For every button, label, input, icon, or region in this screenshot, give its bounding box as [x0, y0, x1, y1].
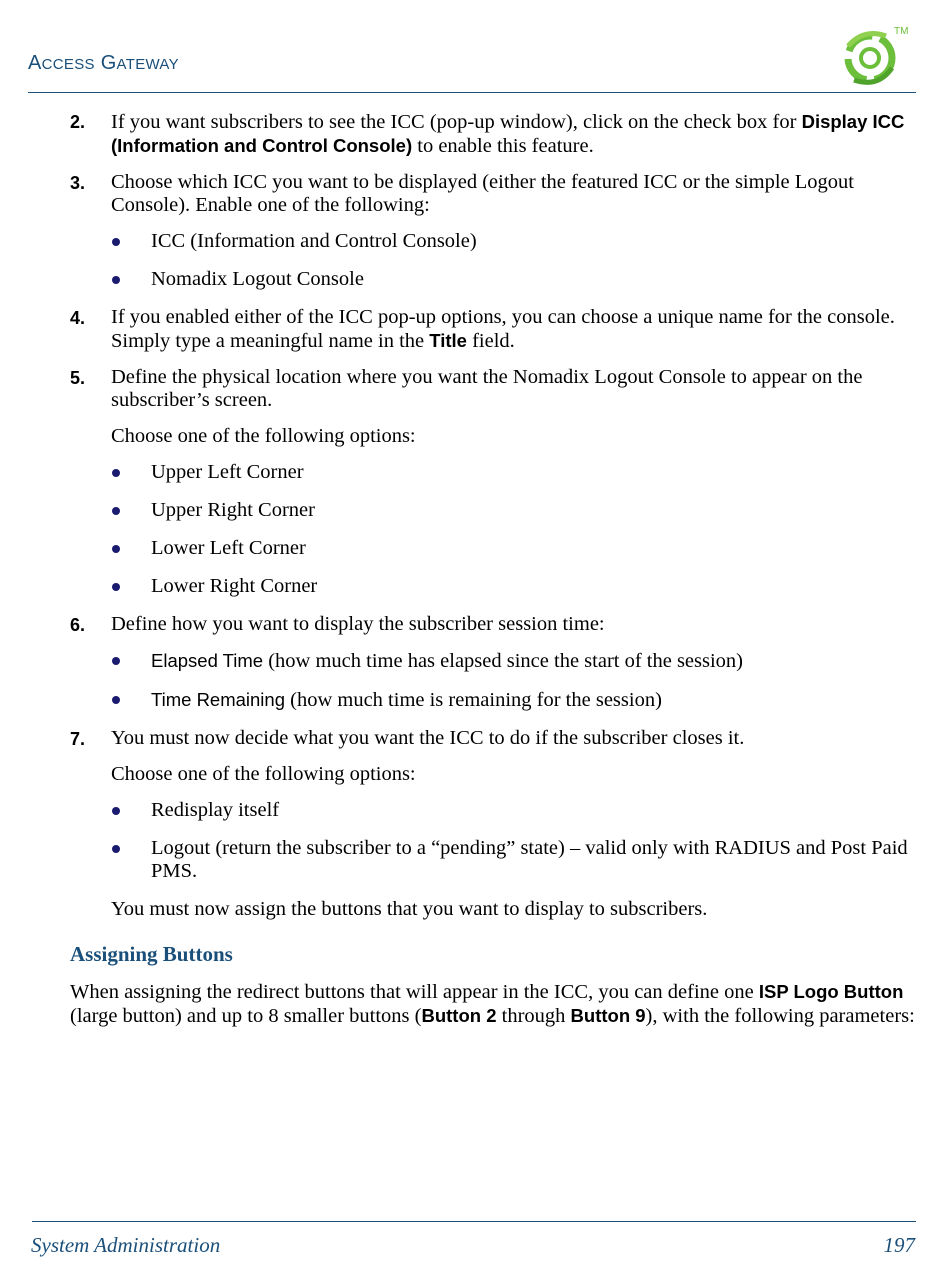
bullet-icon — [112, 696, 120, 704]
step-number: 4. — [70, 308, 86, 328]
step-6 — [70, 613, 915, 636]
step-paragraph: Choose one of the following options: — [111, 763, 416, 785]
header-rest-g: ATEWAY — [116, 56, 179, 73]
list-item — [70, 688, 915, 712]
bullet-icon — [112, 507, 120, 515]
page-number: 197 — [883, 1233, 915, 1257]
bullet-text: Lower Right Corner — [151, 575, 318, 597]
page-body — [70, 110, 915, 1028]
ui-term: Title — [429, 330, 467, 351]
list-item — [70, 799, 915, 822]
step-3 — [70, 171, 915, 217]
step-5 — [70, 366, 915, 412]
step-text: Define the physical location where you want the Nomadix Logout Console to appear on the subscriber’s screen. — [111, 366, 863, 411]
bullet-text: Lower Left Corner — [151, 537, 306, 559]
section-text: (large button) and up to 8 smaller buttons ( — [70, 1005, 422, 1027]
section-text: ), with the following parameters: — [645, 1005, 915, 1027]
list-item — [70, 268, 915, 291]
step-text: If you enabled either of the ICC pop-up options, you can choose a unique name for the console. Simply type a meaningful name in the — [111, 306, 895, 352]
bullet-text: (how much time has elapsed since the start of the session) — [263, 650, 744, 672]
step-number: 7. — [70, 729, 86, 749]
bullet-icon — [112, 545, 120, 553]
list-item — [70, 499, 915, 522]
ui-term: Elapsed Time — [151, 650, 264, 671]
header-cap-g: G — [100, 52, 117, 74]
step-number: 3. — [70, 173, 86, 193]
list-item — [70, 230, 915, 253]
bullet-text: Upper Left Corner — [151, 461, 304, 483]
list-item — [70, 649, 915, 673]
footer-section-title: System Administration — [31, 1233, 221, 1257]
step-text: You must now decide what you want the ICC to do if the subscriber closes it. — [111, 727, 745, 749]
bullet-icon — [112, 469, 120, 477]
bullet-text: ICC (Information and Control Console) — [151, 230, 477, 252]
bullet-icon — [112, 657, 120, 665]
ui-term: Display ICC (Information and Control Console) — [111, 111, 905, 156]
step-text: Choose which ICC you want to be displayed (either the featured ICC or the simple Logout Console). Enable one of the following: — [111, 171, 854, 216]
ui-term: ISP Logo Button — [758, 981, 904, 1002]
section-text: through — [496, 1005, 571, 1027]
ui-term: Time Remaining — [151, 689, 285, 710]
step-text: to enable this feature. — [412, 135, 594, 157]
bullet-icon — [112, 845, 120, 853]
step-4 — [70, 306, 915, 353]
step-paragraph: Choose one of the following options: — [111, 425, 416, 447]
bullet-text: Redisplay itself — [151, 799, 280, 821]
nomadix-logo-icon — [830, 22, 920, 88]
step-2 — [70, 110, 915, 158]
bullet-text: Upper Right Corner — [151, 499, 315, 521]
ui-term: Button 2 — [421, 1005, 497, 1026]
step-paragraph: You must now assign the buttons that you want to display to subscribers. — [111, 898, 708, 920]
bullet-text: Nomadix Logout Console — [151, 268, 364, 290]
logo-tm: TM — [894, 26, 909, 37]
bullet-icon — [112, 807, 120, 815]
footer-divider — [32, 1221, 916, 1222]
step-7 — [70, 727, 915, 750]
section-text: When assigning the redirect buttons that will appear in the ICC, you can define one — [70, 981, 759, 1003]
header-divider — [28, 92, 916, 93]
ui-term: Button 9 — [570, 1005, 646, 1026]
step-number: 2. — [70, 112, 86, 132]
bullet-icon — [112, 238, 120, 246]
step-number: 5. — [70, 368, 86, 388]
step-text: If you want subscribers to see the ICC (pop-up window), click on the check box for — [111, 111, 802, 133]
section-paragraph — [70, 980, 915, 1028]
list-item — [70, 537, 915, 560]
bullet-icon — [112, 276, 120, 284]
bullet-text: (how much time is remaining for the session) — [285, 689, 662, 711]
step-number: 6. — [70, 615, 86, 635]
header-rest-a: CCESS — [41, 56, 95, 73]
running-header — [28, 52, 179, 75]
step-text: Define how you want to display the subscriber session time: — [111, 613, 605, 635]
list-item — [70, 837, 915, 883]
step-text: field. — [466, 330, 515, 352]
section-heading: Assigning Buttons — [70, 942, 233, 966]
list-item — [70, 461, 915, 484]
bullet-text: Logout (return the subscriber to a “pending” state) – valid only with RADIUS and Post Paid PMS. — [151, 837, 908, 882]
list-item — [70, 575, 915, 598]
header-cap-a: A — [28, 52, 42, 74]
bullet-icon — [112, 583, 120, 591]
